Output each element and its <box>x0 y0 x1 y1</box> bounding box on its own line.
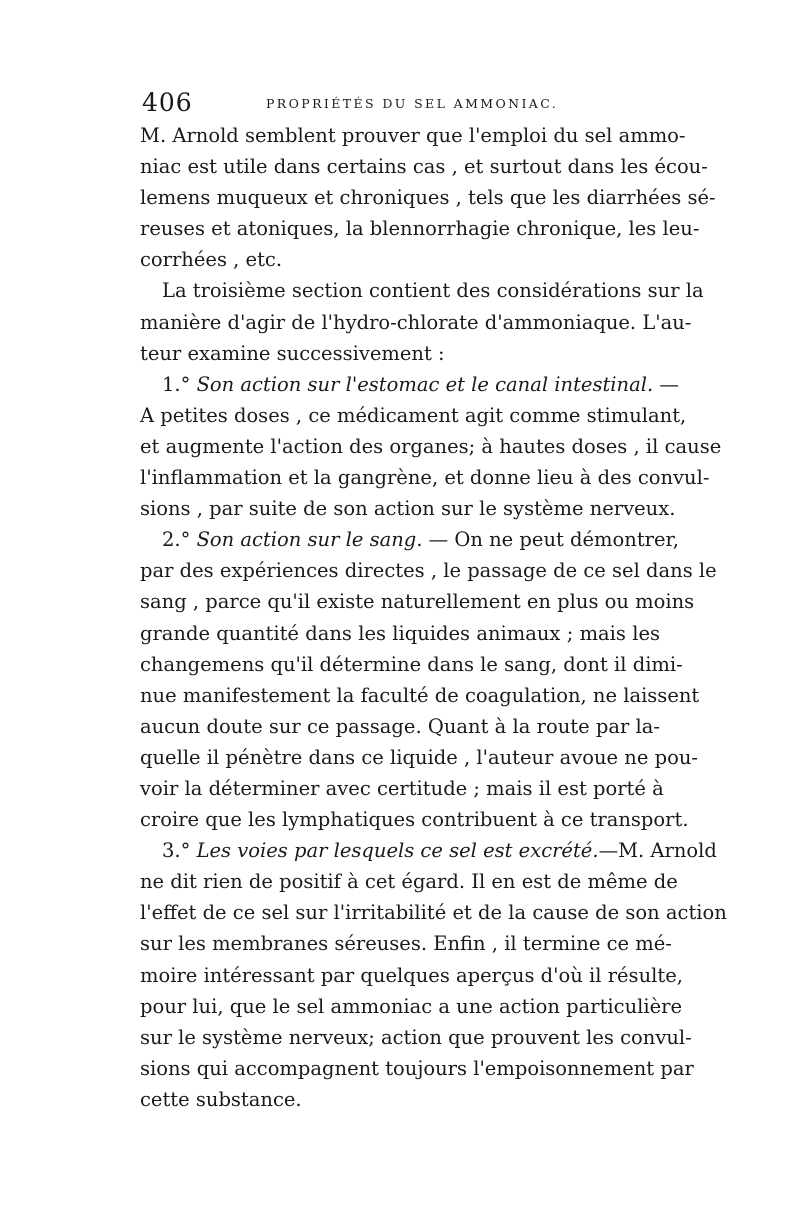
body-text <box>140 120 727 1115</box>
text-line: lemens muqueux et chroniques , tels que les diarrhées sé- <box>140 186 716 210</box>
section-title: Son action sur le sang. <box>196 528 423 552</box>
text-line: voir la déterminer avec certitude ; mais il est porté à <box>140 776 664 800</box>
text-line: sions qui accompagnent toujours l'empoisonnement par <box>140 1056 694 1080</box>
text-line: sur le système nerveux; action que prouvent les convul- <box>140 1025 692 1049</box>
text-line: quelle il pénètre dans ce liquide , l'auteur avoue ne pou- <box>140 745 698 769</box>
section-text: — On ne peut démontrer, <box>422 528 679 552</box>
text-line: manière d'agir de l'hydro-chlorate d'ammoniaque. L'au- <box>140 310 692 334</box>
text-line: sions , par suite de son action sur le système nerveux. <box>140 497 676 521</box>
text-line: l'inflammation et la gangrène, et donne lieu à des convul- <box>140 466 710 490</box>
text-line: cette substance. <box>140 1087 302 1111</box>
text-line: pour lui, que le sel ammoniac a une action particulière <box>140 994 683 1018</box>
section-heading-3 <box>140 835 717 866</box>
text-line: M. Arnold semblent prouver que l'emploi du sel ammo- <box>140 124 686 147</box>
text-line: teur examine successivement : <box>140 341 445 365</box>
text-line: moire intéressant par quelques aperçus d'où il résulte, <box>140 963 683 987</box>
text-line: ne dit rien de positif à cet égard. Il en est de même de <box>140 870 678 894</box>
section-text: —M. Arnold <box>598 839 717 863</box>
text-line: par des expériences directes , le passage de ce sel dans le <box>140 559 717 583</box>
text-line: niac est utile dans certains cas , et surtout dans les écou- <box>140 155 708 179</box>
text-line: croire que les lymphatiques contribuent à ce transport. <box>140 808 689 832</box>
text-line: A petites doses , ce médicament agit comme stimulant, <box>140 403 687 427</box>
text-line: La troisième section contient des considérations sur la <box>162 279 704 303</box>
text-line: l'effet de ce sel sur l'irritabilité et de la cause de son action <box>140 901 727 925</box>
section-number: 2.° <box>162 528 191 552</box>
text-line: sur les membranes séreuses. Enfin , il termine ce mé- <box>140 932 672 956</box>
section-heading-2 <box>140 524 679 555</box>
text-line: grande quantité dans les liquides animaux ; mais les <box>140 621 660 645</box>
text-line: aucun doute sur ce passage. Quant à la route par la- <box>140 714 660 738</box>
running-title: PROPRIÉTÉS DU SEL AMMONIAC. <box>266 96 559 111</box>
text-line: corrhées , etc. <box>140 248 283 272</box>
text-line: sang , parce qu'il existe naturellement en plus ou moins <box>140 590 695 614</box>
text-line: reuses et atoniques, la blennorrhagie chronique, les leu- <box>140 217 700 241</box>
text-line: et augmente l'action des organes; à hautes doses , il cause <box>140 434 722 458</box>
section-heading-1 <box>140 369 679 400</box>
section-number: 3.° <box>162 839 191 863</box>
section-dash: — <box>653 372 679 396</box>
running-head <box>142 88 662 122</box>
section-number: 1.° <box>162 372 191 396</box>
text-line: changemens qu'il détermine dans le sang, dont il dimi- <box>140 652 683 676</box>
section-title: Son action sur l'estomac et le canal intestinal. <box>196 372 654 396</box>
section-title: Les voies par lesquels ce sel est excrété. <box>196 839 599 863</box>
page-number: 406 <box>142 88 193 117</box>
text-line: nue manifestement la faculté de coagulation, ne laissent <box>140 683 700 707</box>
